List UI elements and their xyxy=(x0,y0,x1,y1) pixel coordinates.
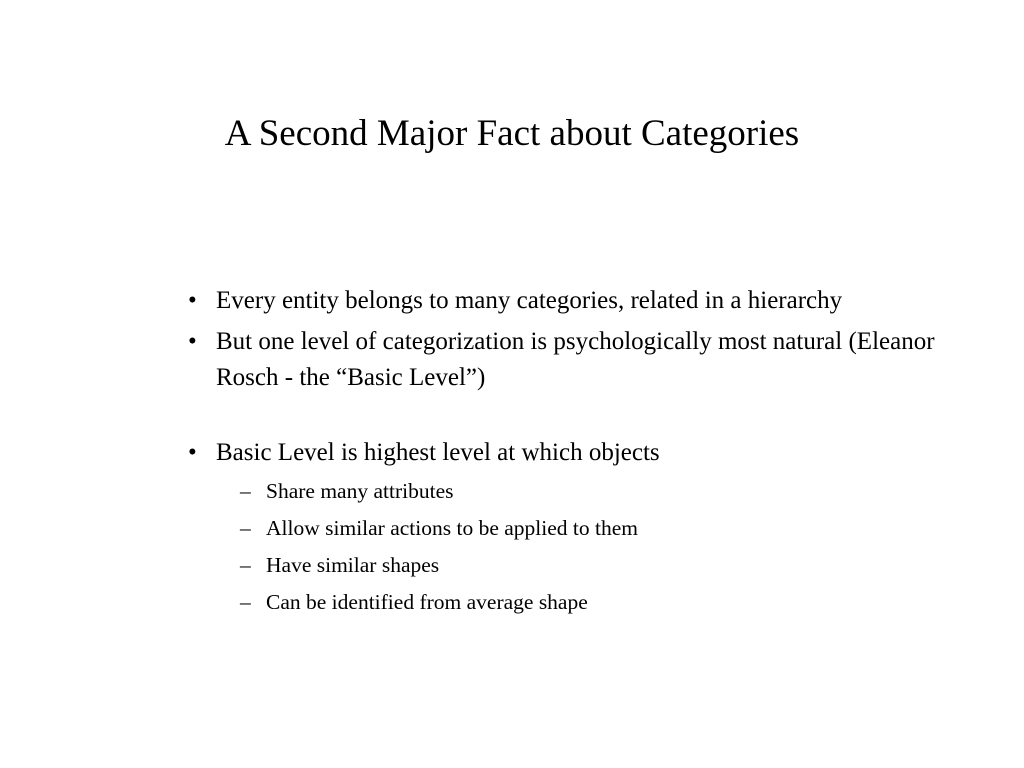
sub-bullet-text: Allow similar actions to be applied to them xyxy=(266,516,638,540)
sub-bullet-text: Share many attributes xyxy=(266,479,454,503)
bullet-marker: • xyxy=(188,328,197,355)
sub-bullet-text: Have similar shapes xyxy=(266,553,440,577)
bullet-text: Every entity belongs to many categories, related in a hierarchy xyxy=(216,287,843,314)
bullet-text: Basic Level is highest level at which objects xyxy=(216,439,660,466)
sub-bullet-marker: – xyxy=(240,553,251,577)
bullet-item xyxy=(188,283,968,319)
bullet-item xyxy=(188,324,968,396)
sub-bullet-item xyxy=(188,476,968,506)
sub-bullet-text: Can be identified from average shape xyxy=(266,590,588,614)
sub-bullet-marker: – xyxy=(240,590,251,614)
slide-title: A Second Major Fact about Categories xyxy=(224,113,800,154)
sub-bullet-marker: – xyxy=(240,479,251,503)
bullet-text: But one level of categorization is psychologically most natural (Eleanor Rosch - the “Basic Level”) xyxy=(216,328,935,391)
bullet-marker: • xyxy=(188,287,197,314)
spacer xyxy=(188,401,968,435)
sub-bullet-item xyxy=(188,513,968,543)
bullet-item xyxy=(188,435,968,471)
bullet-marker: • xyxy=(188,439,197,466)
sub-bullet-marker: – xyxy=(240,516,251,540)
slide-content xyxy=(188,283,968,624)
sub-bullet-item xyxy=(188,587,968,617)
sub-bullet-item xyxy=(188,550,968,580)
